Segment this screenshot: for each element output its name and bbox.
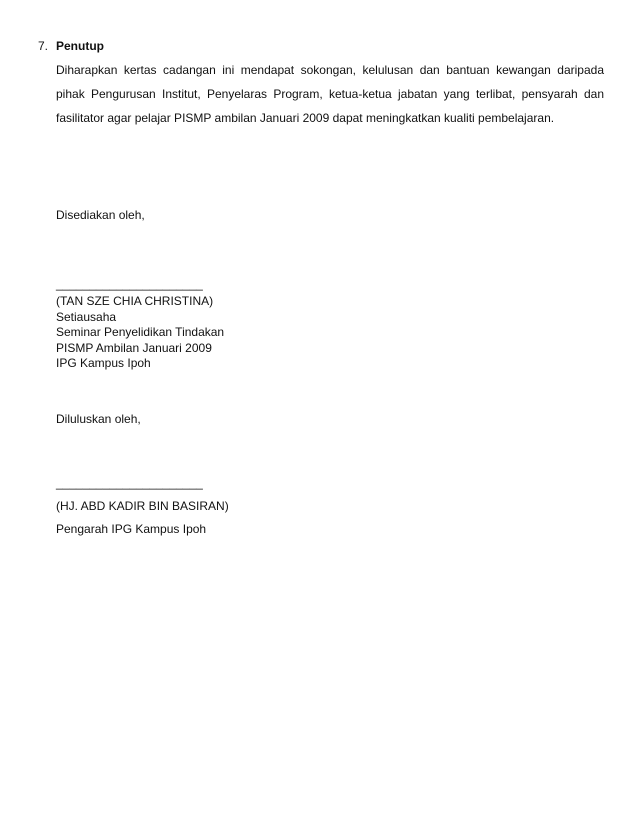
- paragraph-line-2: pihak Pengurusan Institut, Penyelaras Program, ketua-ketua jabatan yang terlibat, pensyarah dan: [56, 87, 604, 101]
- preparer-campus: IPG Kampus Ipoh: [56, 356, 151, 370]
- preparer-event: Seminar Penyelidikan Tindakan: [56, 325, 225, 339]
- section-number: 7.: [38, 39, 49, 53]
- prepared-by-details: [56, 294, 224, 372]
- approved-signature-line: ______________________: [56, 476, 203, 490]
- paragraph-line-1: Diharapkan kertas cadangan ini mendapat sokongan, kelulusan dan bantuan kewangan daripada: [56, 63, 604, 77]
- approved-by-label: Diluluskan oleh,: [56, 412, 141, 426]
- preparer-name: (TAN SZE CHIA CHRISTINA): [56, 294, 214, 308]
- section-title: Penutup: [56, 39, 104, 53]
- prepared-signature-line: ______________________: [56, 277, 203, 291]
- closing-paragraph: [56, 58, 604, 130]
- approver-name: (HJ. ABD KADIR BIN BASIRAN): [56, 499, 229, 513]
- preparer-title: Setiausaha: [56, 309, 117, 324]
- paragraph-line-3: fasilitator agar pelajar PISMP ambilan Januari 2009 dapat meningkatkan kualiti pembelajaran.: [56, 111, 555, 125]
- prepared-by-label: Disediakan oleh,: [56, 208, 145, 222]
- preparer-program: PISMP Ambilan Januari 2009: [56, 340, 212, 355]
- approved-by-details: [56, 495, 229, 541]
- approver-position: Pengarah IPG Kampus Ipoh: [56, 522, 207, 536]
